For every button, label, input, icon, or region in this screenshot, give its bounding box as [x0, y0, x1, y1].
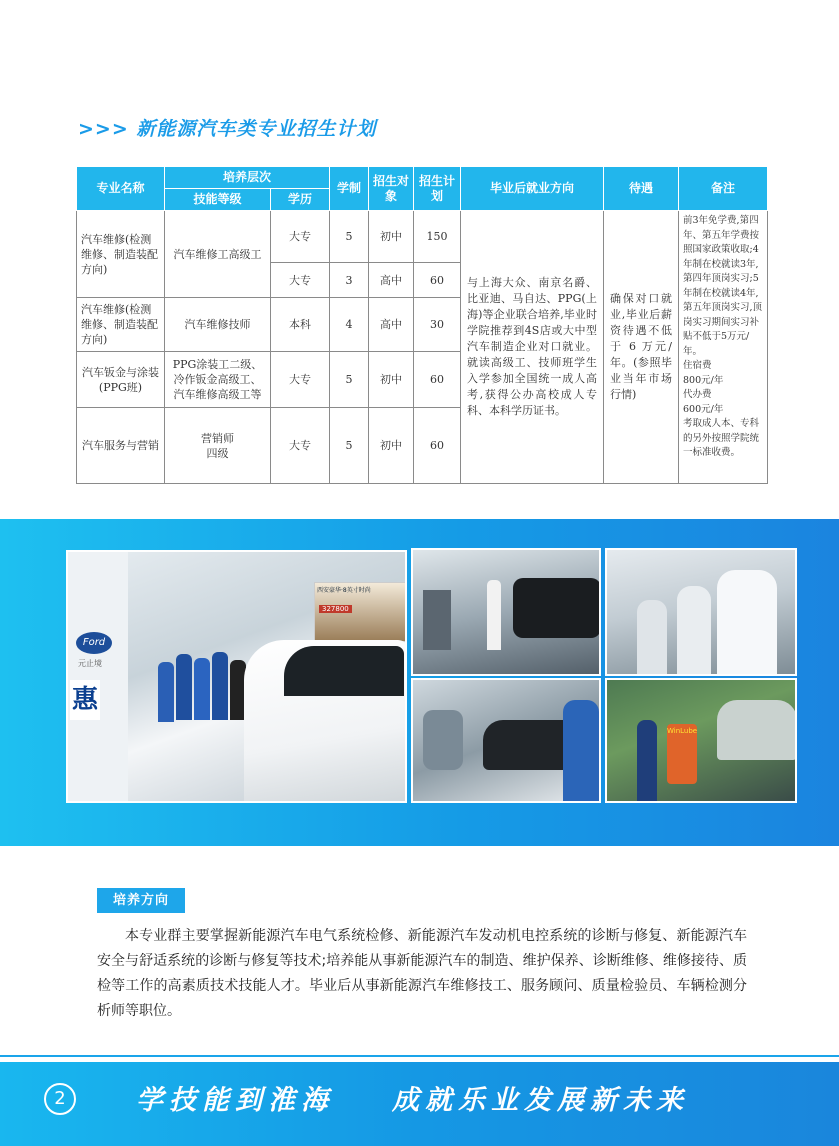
edu-cell: 大专 — [271, 211, 330, 263]
plan-cell: 150 — [414, 211, 461, 263]
ford-sub-text: 元止境 — [78, 659, 102, 668]
plan-cell: 60 — [414, 352, 461, 408]
slogan-left: 学技能到淮海 — [136, 1085, 334, 1116]
photo-showroom — [66, 550, 407, 803]
target-cell: 高中 — [369, 298, 414, 352]
edu-cell: 大专 — [271, 408, 330, 484]
photo-engine-bay — [411, 548, 601, 676]
header-years: 学制 — [330, 167, 369, 211]
section-title: >>> 新能源汽车类专业招生计划 — [78, 118, 377, 140]
employment-cell: 与上海大众、南京名爵、比亚迪、马自达、PPG(上海)等企业联合培养,毕业时学院推荐到4S店或大中型汽车制造企业对口就业。就读高级工、技师班学生入学参加全国统一成人高考,获得公办高校成人专科、本科学历证书。 — [461, 211, 604, 484]
price-sign-title: 西安豪华·8英寸时尚 — [317, 587, 371, 594]
ford-logo: Ford — [76, 632, 112, 654]
skill-cell: 营销师 四级 — [165, 408, 271, 484]
major-cell: 汽车钣金与涂装(PPG班) — [77, 352, 165, 408]
photo-training-class — [605, 548, 797, 676]
header-notes: 备注 — [679, 167, 768, 211]
years-cell: 5 — [330, 211, 369, 263]
years-cell: 5 — [330, 352, 369, 408]
edu-cell: 大专 — [271, 263, 330, 298]
header-skill: 技能等级 — [165, 189, 271, 211]
direction-text: 本专业群主要掌握新能源汽车电气系统检修、新能源汽车发动机电控系统的诊断与修复、新能源汽车安全与舒适系统的诊断与修复等技术;培养能从事新能源汽车的制造、维护保养、诊断维修、维修接待、质检等工作的高素质技术技能人才。毕业后从事新能源汽车维修技工、服务顾问、质量检验员、车辆检测分析师等职位。 — [97, 928, 747, 1019]
years-cell: 3 — [330, 263, 369, 298]
header-major: 专业名称 — [77, 167, 165, 211]
header-employment: 毕业后就业方向 — [461, 167, 604, 211]
price-sign-price: 327800 — [319, 605, 352, 613]
page-number: 2 — [44, 1083, 76, 1115]
major-cell: 汽车维修(检测维修、制造装配方向) — [77, 211, 165, 298]
direction-tag: 培养方向 — [97, 888, 185, 913]
header-level: 培养层次 — [165, 167, 330, 189]
price-sign — [314, 582, 407, 642]
edu-cell: 本科 — [271, 298, 330, 352]
target-cell: 初中 — [369, 352, 414, 408]
photo-bodywork — [605, 678, 797, 803]
machine-label: WinLube — [667, 724, 697, 784]
photo-diagnosis — [411, 678, 601, 803]
enrollment-plan-table — [76, 166, 768, 484]
treatment-cell: 确保对口就业,毕业后薪资待遇不低于 6 万元/年。(参照毕业当年市场行情) — [604, 211, 679, 484]
major-cell: 汽车维修(检测维修、制造装配方向) — [77, 298, 165, 352]
target-cell: 初中 — [369, 408, 414, 484]
header-treatment: 待遇 — [604, 167, 679, 211]
years-cell: 4 — [330, 298, 369, 352]
header-target: 招生对象 — [369, 167, 414, 211]
header-edu: 学历 — [271, 189, 330, 211]
footer-divider — [0, 1055, 839, 1057]
table-row — [77, 211, 768, 263]
target-cell: 高中 — [369, 263, 414, 298]
plan-cell: 60 — [414, 263, 461, 298]
skill-cell: PPG涂装工二级、冷作钣金高级工、汽车维修高级工等 — [165, 352, 271, 408]
target-cell: 初中 — [369, 211, 414, 263]
wall-character: 惠 — [70, 680, 100, 720]
skill-cell: 汽车维修工高级工 — [165, 211, 271, 298]
major-cell: 汽车服务与营销 — [77, 408, 165, 484]
notes-cell: 前3年免学费,第四年、第五年学费按照国家政策收取;4年制在校就读3年,第四年顶岗实习;5年制在校就读4年,第五年顶岗实习,顶岗实习期间实习补贴不低于5万元/年。 住宿费 800元/年 代办费 600元/年 考取成人本、专科的另外按照学院统一标准收费。 — [679, 211, 768, 484]
slogan-right: 成就乐业发展新未来 — [392, 1085, 689, 1116]
header-plan: 招生计划 — [414, 167, 461, 211]
edu-cell: 大专 — [271, 352, 330, 408]
plan-cell: 60 — [414, 408, 461, 484]
years-cell: 5 — [330, 408, 369, 484]
skill-cell: 汽车维修技师 — [165, 298, 271, 352]
plan-cell: 30 — [414, 298, 461, 352]
white-car — [244, 640, 407, 803]
